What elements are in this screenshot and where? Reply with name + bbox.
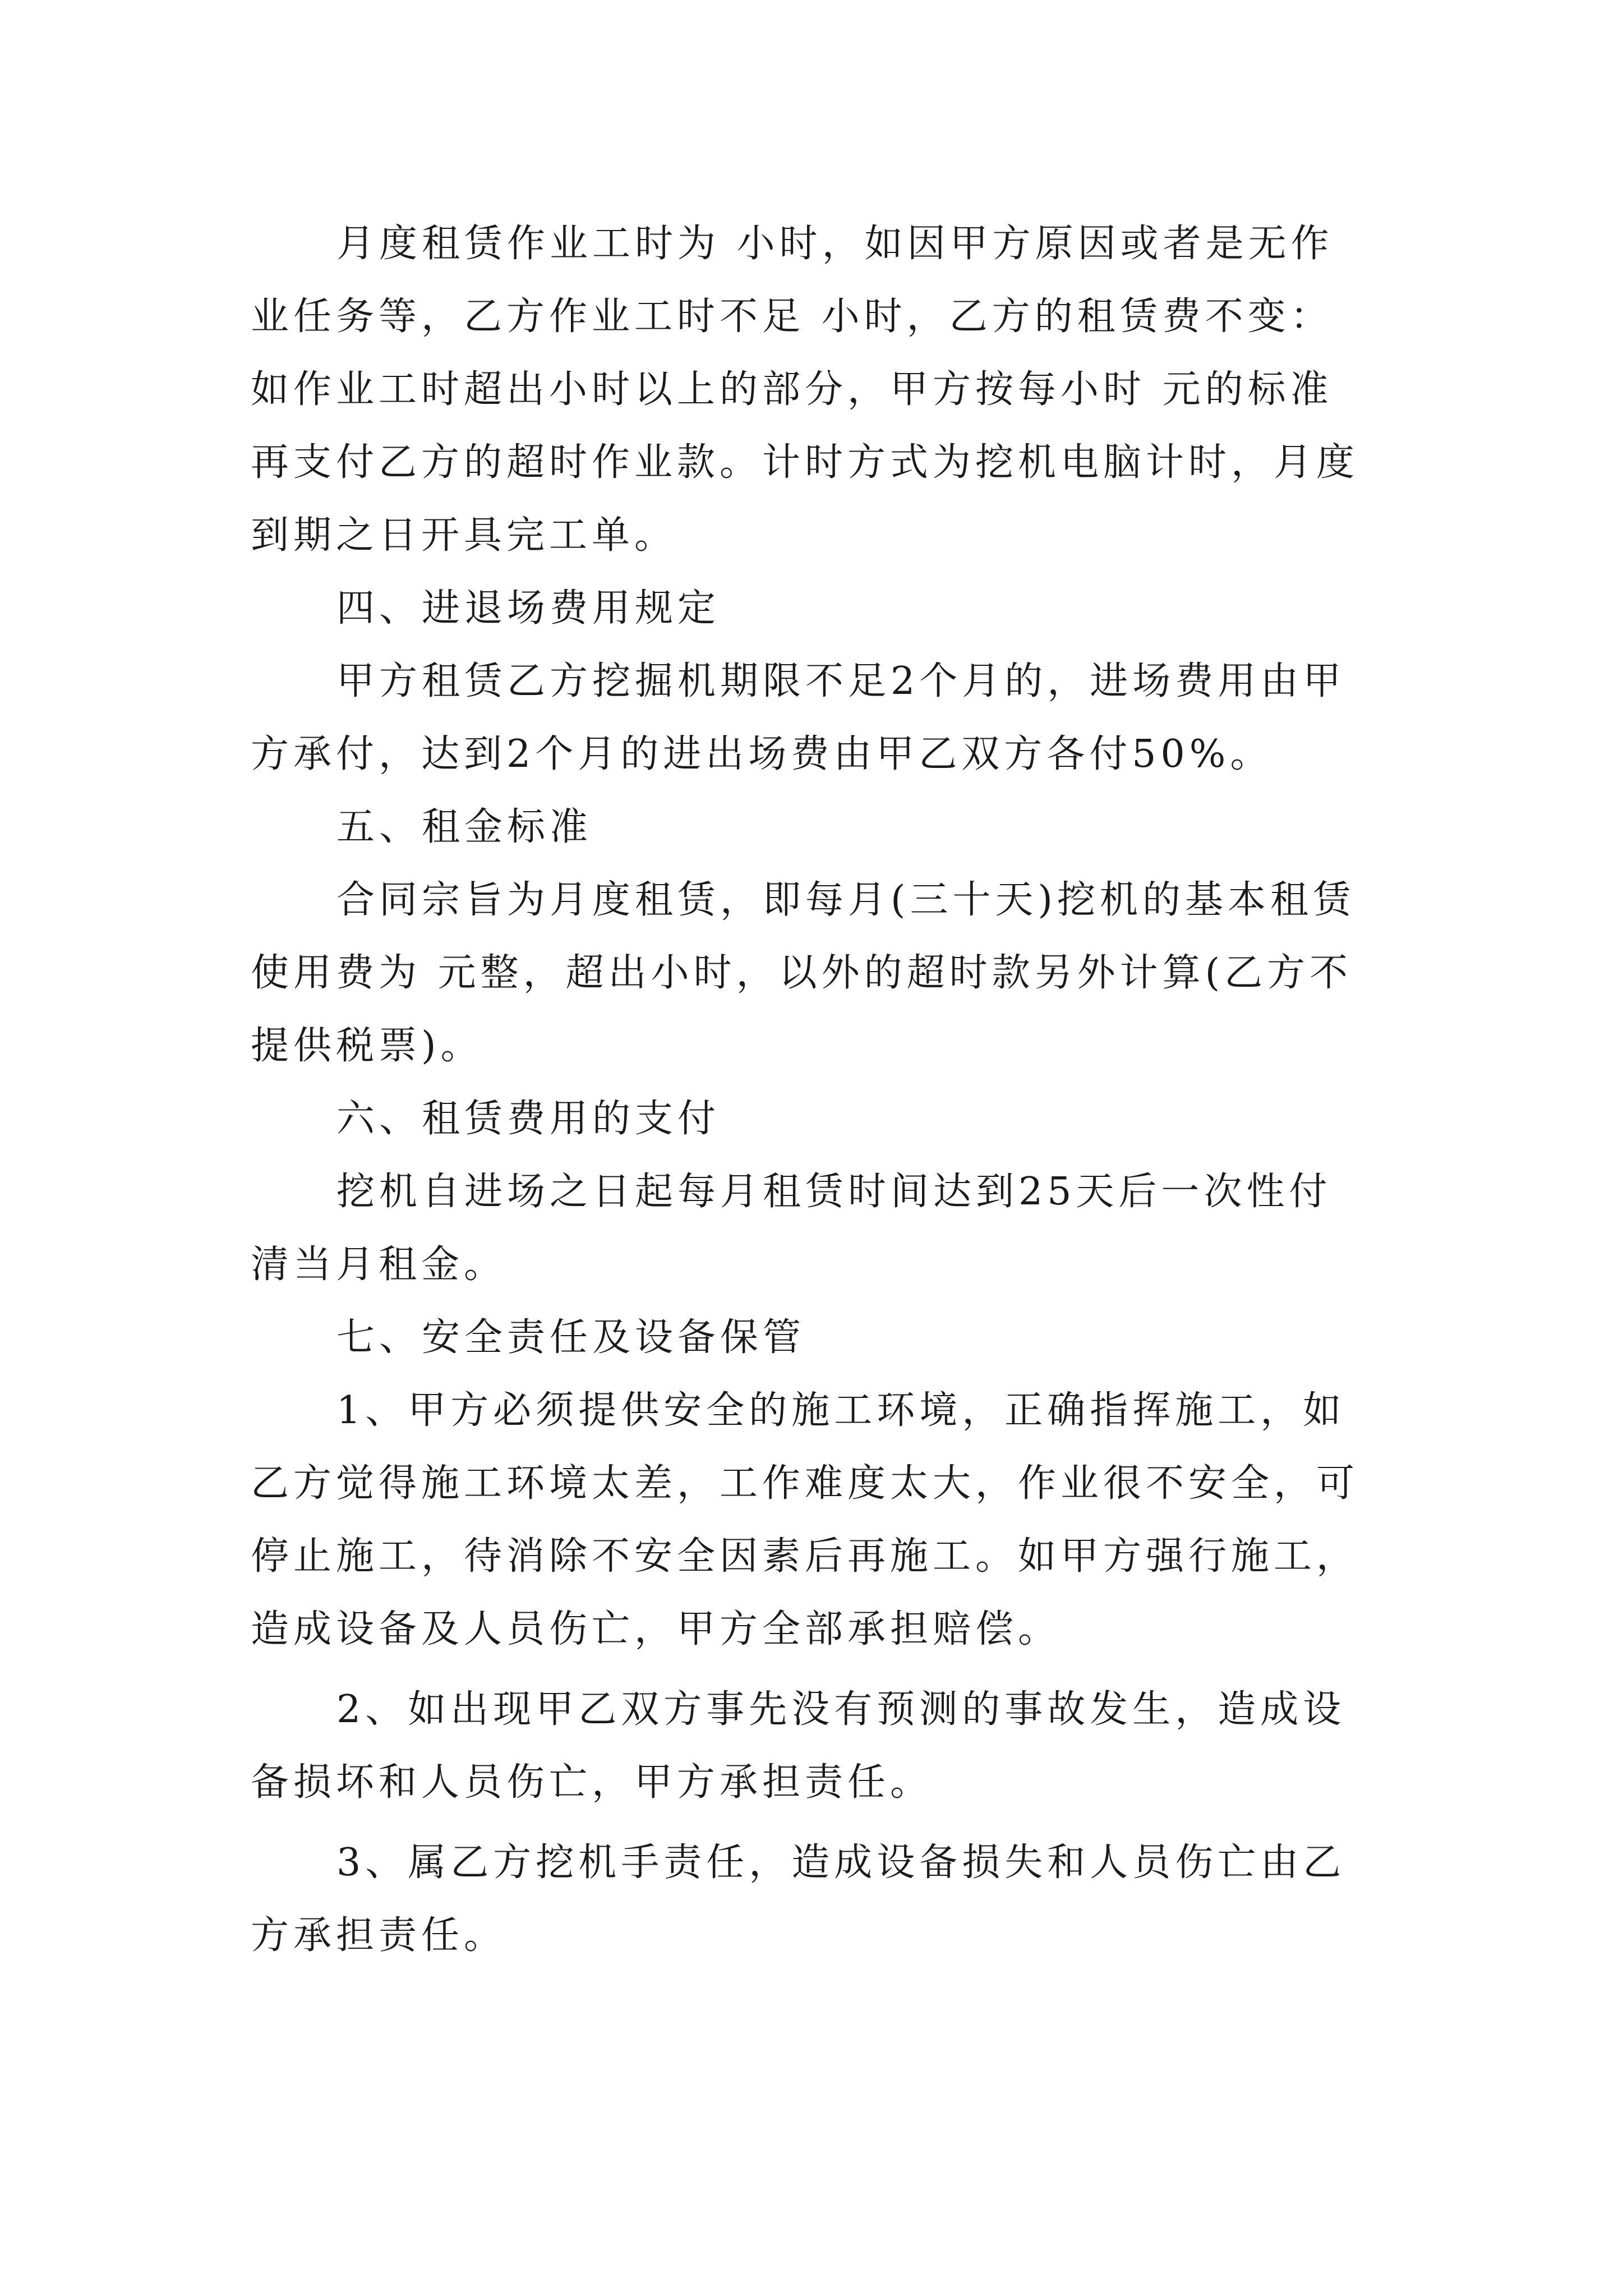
paragraph-line: 方承付，达到2个月的进出场费由甲乙双方各付50%。: [251, 732, 1273, 776]
paragraph-line: 业任务等，乙方作业工时不足 小时，乙方的租赁费不变：: [251, 295, 1333, 339]
paragraph-line: 合同宗旨为月度租赁，即每月(三十天)挖机的基本租赁: [336, 878, 1356, 922]
paragraph-line: 甲方租赁乙方挖掘机期限不足2个月的，进场费用由甲: [336, 659, 1346, 703]
paragraph-line: 月度租赁作业工时为 小时，如因甲方原因或者是无作: [336, 222, 1334, 266]
section-heading: 五、租金标准: [336, 805, 593, 849]
paragraph-line: 如作业工时超出小时以上的部分，甲方按每小时 元的标准: [251, 367, 1333, 412]
paragraph-line: 2、如出现甲乙双方事先没有预测的事故发生，造成设: [336, 1687, 1346, 1732]
paragraph-line: 造成设备及人员伤亡，甲方全部承担赔偿。: [251, 1607, 1061, 1651]
paragraph-line: 清当月租金。: [251, 1243, 507, 1287]
paragraph-line: 1、甲方必须提供安全的施工环境，正确指挥施工，如: [336, 1388, 1346, 1433]
paragraph-line: 3、属乙方挖机手责任，造成设备损失和人员伤亡由乙: [336, 1841, 1346, 1885]
paragraph-line: 备损坏和人员伤亡，甲方承担责任。: [251, 1760, 933, 1805]
paragraph-line: 停止施工，待消除不安全因素后再施工。如甲方强行施工，: [251, 1534, 1359, 1579]
paragraph-line: 使用费为 元整，超出小时，以外的超时款另外计算(乙方不: [251, 951, 1353, 995]
section-heading: 六、租赁费用的支付: [336, 1097, 721, 1141]
paragraph-line: 挖机自进场之日起每月租赁时间达到25天后一次性付: [336, 1170, 1332, 1214]
paragraph-line: 到期之日开具完工单。: [251, 513, 677, 558]
section-heading: 四、进退场费用规定: [336, 586, 721, 631]
paragraph-line: 乙方觉得施工环境太差，工作难度太大，作业很不安全，可: [251, 1461, 1359, 1506]
paragraph-line: 提供税票)。: [251, 1024, 483, 1068]
paragraph-line: 再支付乙方的超时作业款。计时方式为挖机电脑计时，月度: [251, 440, 1359, 485]
section-heading: 七、安全责任及设备保管: [336, 1315, 806, 1360]
paragraph-line: 方承担责任。: [251, 1913, 507, 1958]
